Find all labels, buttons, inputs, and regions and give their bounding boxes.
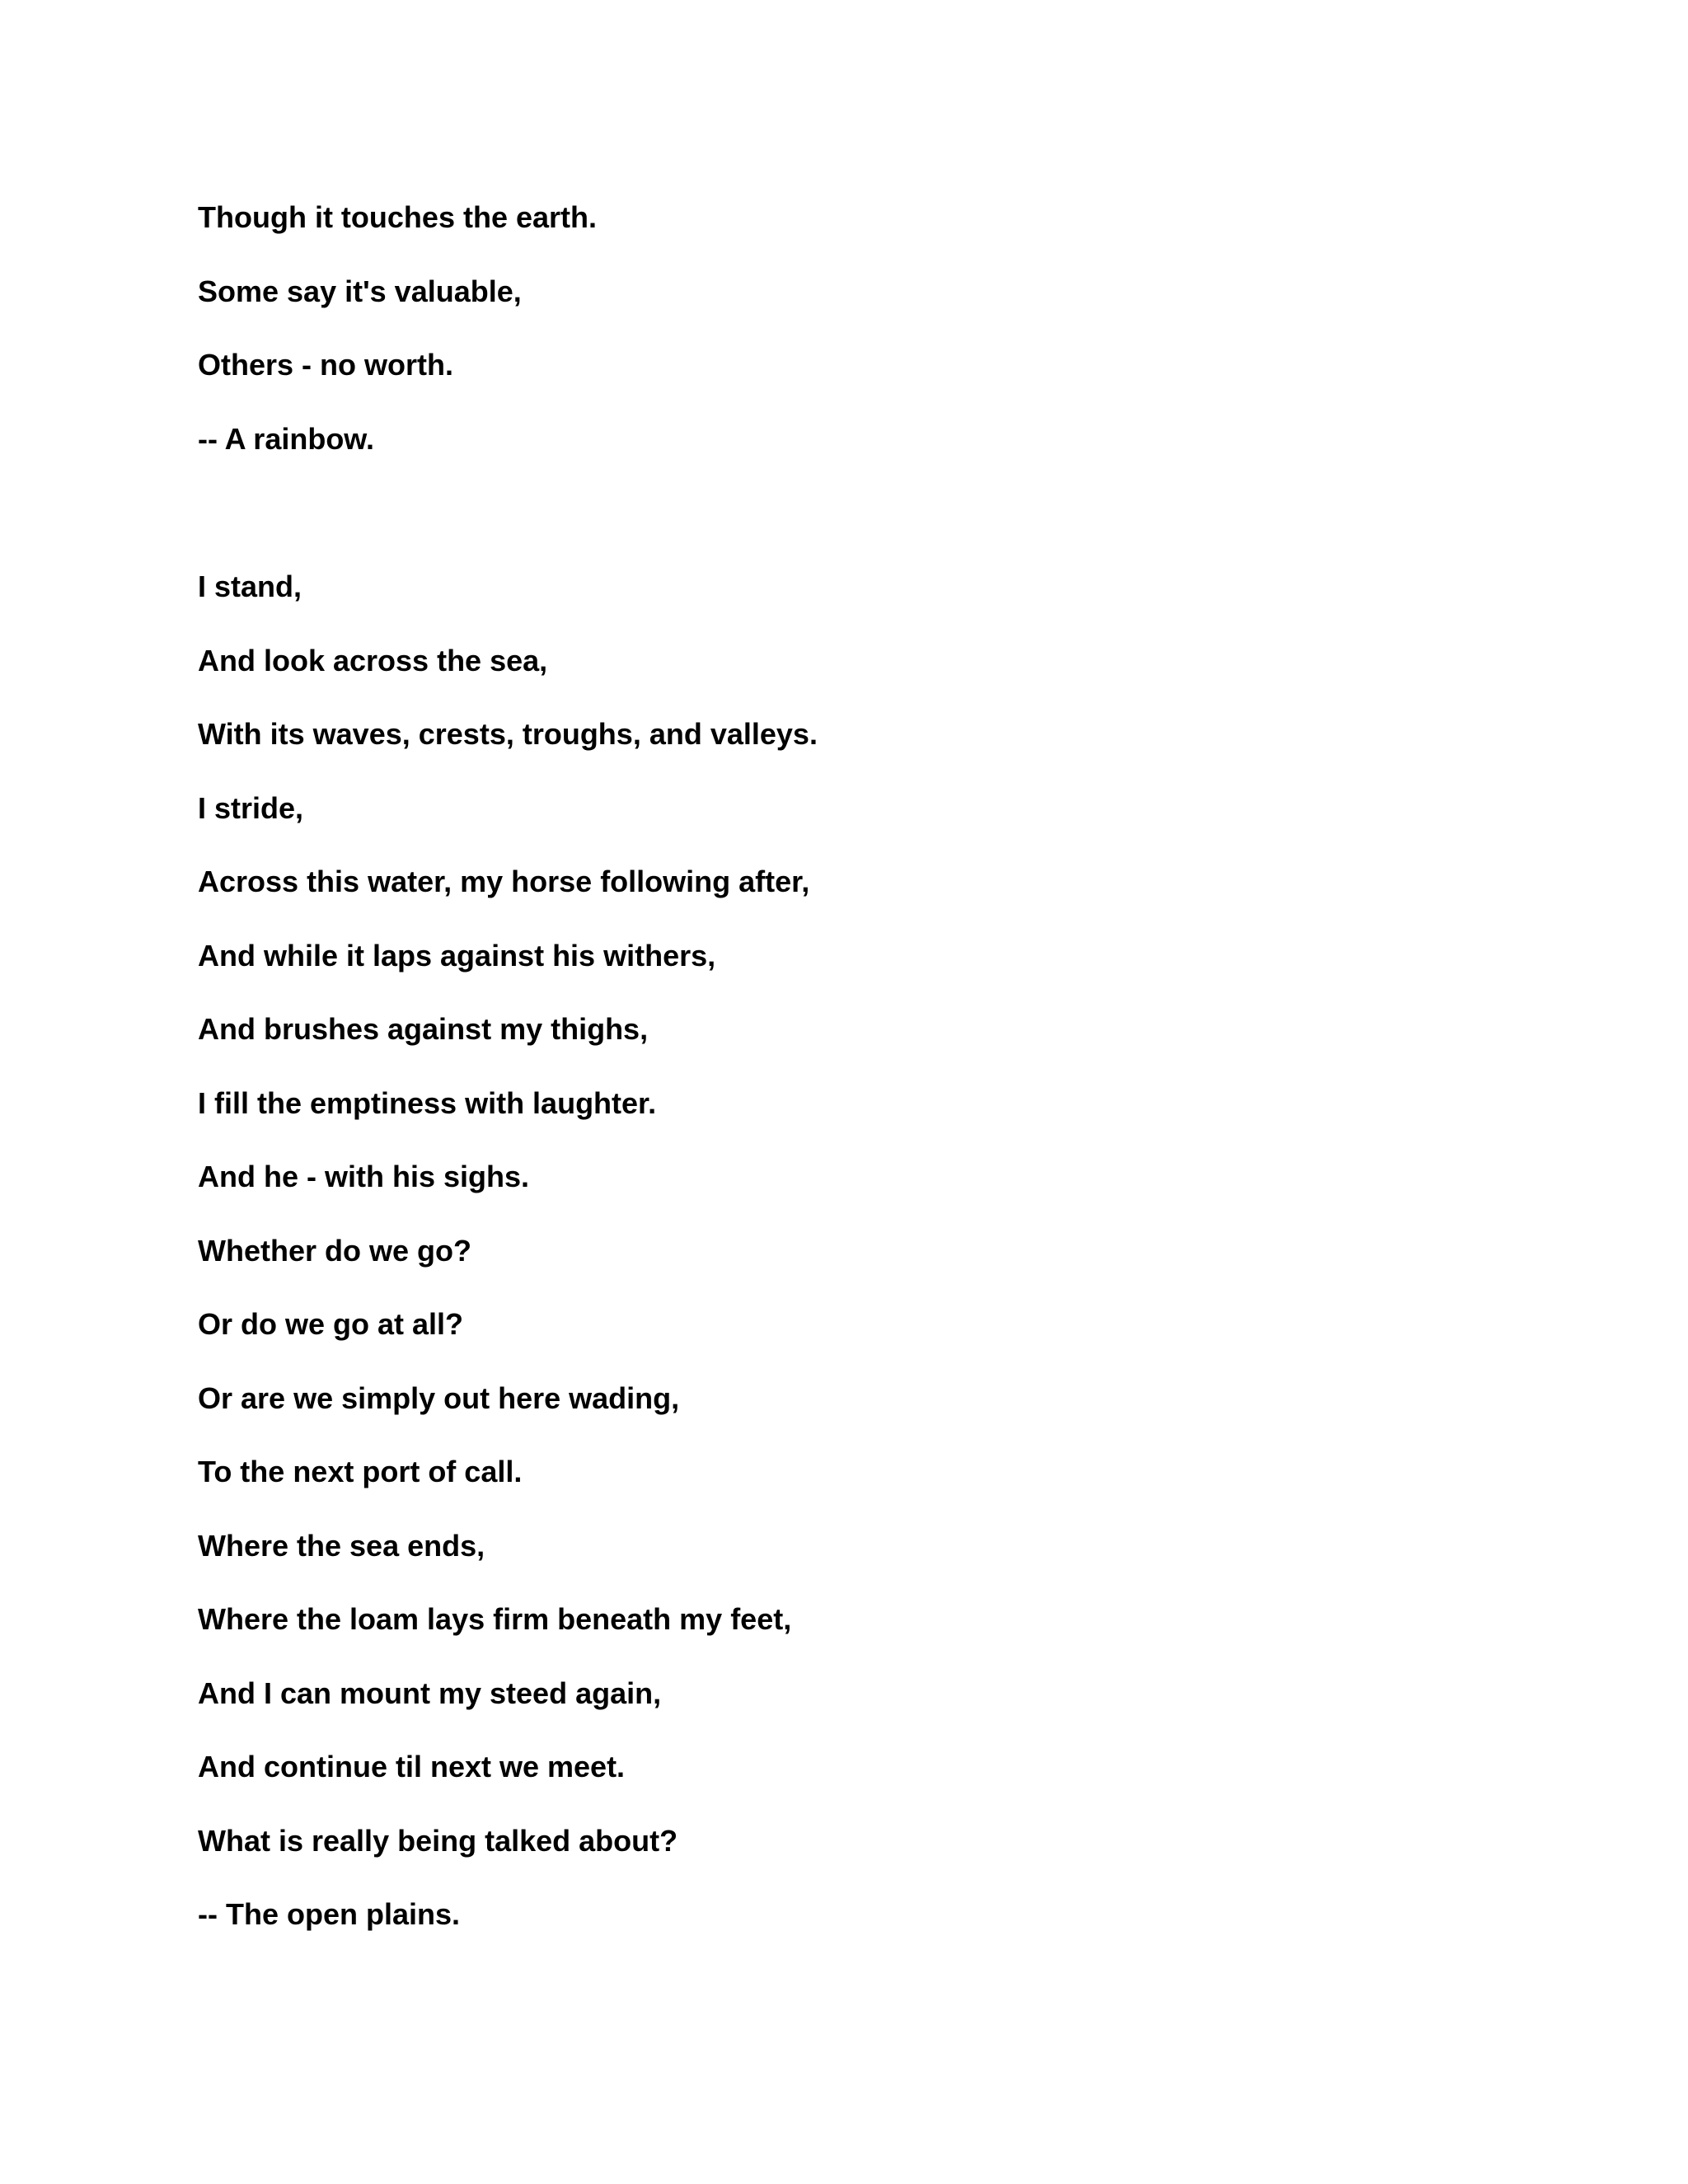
poem-line: And I can mount my steed again, [198,1675,662,1710]
poem-line: And he - with his sighs. [198,1160,530,1193]
stanza-rainbow [198,196,1517,491]
poem-line: And continue til next we meet. [198,1750,626,1783]
poem-line: And look across the sea, [198,643,548,677]
poem-line: Whether do we go? [198,1233,471,1268]
poem-answer-line: -- The open plains. [198,1897,461,1931]
poem-line: I stand, [198,569,302,603]
poem-line: I stride, [198,790,304,825]
stanza-open-plains [198,565,1517,1967]
poem-line: And brushes against my thighs, [198,1012,649,1046]
poem-line: To the next port of call. [198,1455,523,1488]
poem-line: What is really being talked about? [198,1823,678,1858]
poem-line: I fill the emptiness with laughter. [198,1085,657,1120]
poem-line: And while it laps against his withers, [198,938,716,972]
poem-text [198,196,1517,1967]
poem-line: With its waves, crests, troughs, and valleys. [198,717,818,751]
poem-line: Others - no worth. [198,348,453,382]
poem-line: Where the sea ends, [198,1528,485,1563]
stanza-gap [198,491,1517,565]
poem-line: Or are we simply out here wading, [198,1380,680,1415]
poem-answer-line: -- A rainbow. [198,421,374,456]
poem-line: Or do we go at all? [198,1307,464,1341]
poem-line: Some say it's valuable, [198,274,522,308]
poem-line: Though it touches the earth. [198,200,597,234]
poem-line: Across this water, my horse following after, [198,865,810,898]
poem-line: Where the loam lays firm beneath my feet, [198,1602,792,1636]
